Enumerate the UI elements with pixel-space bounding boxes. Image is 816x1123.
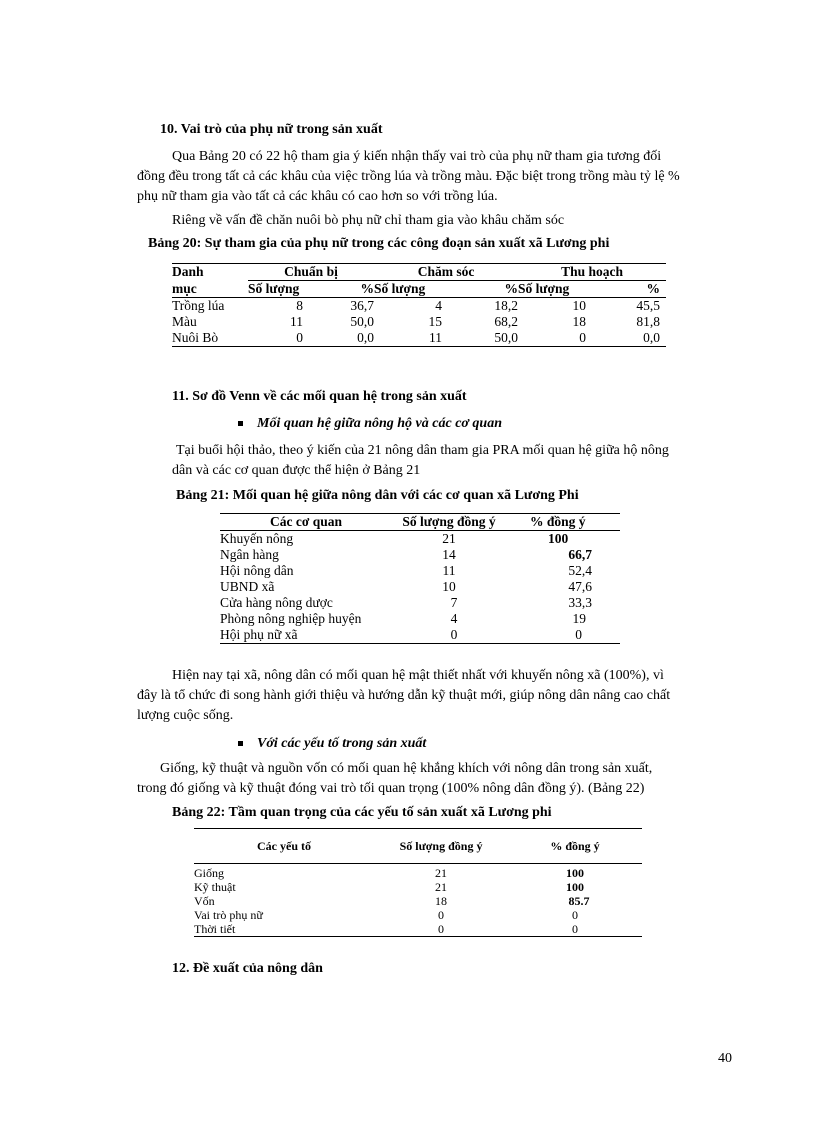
t20-cell: 11	[429, 330, 443, 345]
t21-cell: Hội phụ nữ xã	[220, 627, 298, 642]
t22-head-pct: % đồng ý	[550, 839, 600, 853]
bullet-relations-agencies	[238, 414, 502, 432]
t21-cell: Khuyến nông	[220, 531, 294, 546]
t21-cell: Hội nông dân	[220, 563, 294, 578]
t20-head-group3: Thu hoạch	[518, 264, 666, 281]
t22-cell: 21	[435, 866, 447, 880]
s10-para1-line3: phụ nữ tham gia vào tất cả các khâu có cao hơn so với trồng lúa.	[137, 189, 498, 204]
t20-head-sl3: Số lượng	[518, 281, 570, 296]
s11-para1-line2: dân và các cơ quan được thể hiện ở Bảng 21	[172, 463, 421, 478]
para-after21-line3: lượng cuộc sống.	[137, 708, 234, 723]
t20-head-sl1: Số lượng	[248, 281, 300, 296]
page-number: 40	[718, 1051, 732, 1066]
table-row	[194, 880, 642, 894]
t22-cell: 0	[572, 908, 578, 922]
table-21	[220, 513, 620, 644]
table-22	[194, 828, 642, 937]
square-bullet-icon	[238, 421, 243, 426]
t21-cell: 100	[548, 531, 569, 546]
t22-cell: 100	[566, 866, 584, 880]
t21-cell: Cửa hàng nông dược	[220, 595, 333, 610]
para-after21-line1: Hiện nay tại xã, nông dân có mối quan hệ mật thiết nhất với khuyến nông xã (100%), vì	[172, 668, 664, 683]
table-21-caption: Bảng 21: Mối quan hệ giữa nông dân với các cơ quan xã Lương Phi	[176, 488, 579, 503]
table-row	[220, 611, 620, 627]
t21-cell: 47,6	[568, 579, 592, 594]
square-bullet-icon	[238, 741, 243, 746]
section-11-heading: 11. Sơ đồ Venn về các mối quan hệ trong sản xuất	[172, 389, 467, 404]
t20-cell: 0,0	[643, 330, 661, 345]
factors-para-line2: trong đó giống và kỹ thuật đóng vai trò tối quan trọng (100% nông dân đồng ý). (Bảng 22)	[137, 781, 645, 796]
t20-cell: 11	[290, 314, 303, 329]
t20-cell: 10	[572, 298, 587, 313]
s10-para1-line1: Qua Bảng 20 có 22 hộ tham gia ý kiến nhận thấy vai trò của phụ nữ tham gia tương đối	[172, 149, 662, 164]
t20-cell: Trồng lúa	[172, 298, 225, 313]
t21-cell: 14	[442, 547, 456, 562]
table-row	[220, 627, 620, 644]
t20-cell: 0	[296, 330, 303, 345]
t22-cell: Giống	[194, 866, 224, 880]
t21-head-agency: Các cơ quan	[270, 514, 342, 529]
t21-cell: 0	[450, 627, 458, 642]
s10-para2: Riêng về vấn đề chăn nuôi bò phụ nữ chỉ tham gia vào khâu chăm sóc	[172, 213, 565, 228]
t20-cell: 0,0	[357, 330, 375, 345]
t21-head-count: Số lượng đồng ý	[402, 514, 496, 529]
table-20-caption-label: Bảng 20	[148, 236, 197, 251]
t20-cell: 8	[296, 298, 303, 313]
table-row	[194, 866, 642, 880]
t22-cell: 21	[435, 880, 447, 894]
t20-cell: 81,8	[636, 314, 661, 329]
t21-cell: Ngân hàng	[220, 547, 279, 562]
table-row	[194, 922, 642, 937]
t20-cell: 36,7	[350, 298, 375, 313]
t20-head-group1: Chuẩn bị	[248, 264, 374, 281]
t20-head-danh: Danh	[172, 264, 204, 280]
t20-cell: 4	[435, 298, 443, 313]
t22-cell: 85.7	[568, 894, 590, 908]
table-row	[220, 531, 620, 548]
t20-head-pct2: %	[504, 281, 519, 296]
t20-cell: 68,2	[494, 314, 519, 329]
t21-cell: 19	[572, 611, 586, 626]
t22-head-count: Số lượng đồng ý	[399, 839, 483, 853]
t20-head-pct3: %	[646, 281, 661, 296]
t22-cell: 0	[572, 922, 578, 936]
table-20-caption-text: : Sự tham gia của phụ nữ trong các công đoạn sản xuất xã Lương phi	[196, 236, 610, 251]
t21-cell: 11	[442, 563, 456, 578]
t20-cell: 15	[428, 314, 443, 329]
table-22-caption	[172, 805, 552, 821]
t20-cell: Nuôi Bò	[172, 330, 219, 345]
t20-cell: 0	[579, 330, 587, 345]
table-row	[220, 579, 620, 595]
t20-head-group2: Chăm sóc	[374, 264, 518, 281]
t22-cell: 0	[438, 908, 444, 922]
t21-cell: 21	[442, 531, 456, 546]
bullet1-text: Mối quan hệ giữa nông hộ và các cơ quan	[257, 416, 502, 431]
table-row	[194, 908, 642, 922]
t21-cell: 7	[450, 595, 458, 610]
section-10-heading: 10. Vai trò của phụ nữ trong sản xuất	[160, 122, 383, 137]
table-20-caption	[148, 236, 609, 252]
t20-cell: 45,5	[636, 298, 661, 313]
t21-cell: UBND xã	[220, 579, 275, 594]
t20-cell: 18	[572, 314, 587, 329]
table-row	[172, 314, 666, 330]
bullet2-text: Với các yếu tố trong sản xuất	[257, 736, 427, 751]
t20-head-muc: mục	[172, 280, 197, 296]
table-22-caption-label: Bảng 22	[172, 805, 221, 820]
t20-cell: 50,0	[350, 314, 375, 329]
t22-cell: Vai trò phụ nữ	[194, 908, 263, 922]
t20-cell: 18,2	[494, 298, 519, 313]
t20-cell: Màu	[172, 314, 197, 329]
t21-cell: 0	[575, 627, 582, 642]
t20-head-sl2: Số lượng	[374, 281, 426, 296]
t20-cell: 50,0	[494, 330, 519, 345]
table-row	[220, 595, 620, 611]
t21-head-pct: % đồng ý	[530, 514, 586, 529]
t20-head-pct1: %	[360, 281, 375, 296]
table-22-caption-text: : Tầm quan trọng của các yếu tố sản xuất xã Lương phi	[220, 805, 552, 820]
factors-para-line1: Giống, kỹ thuật và nguồn vốn có mối quan hệ khắng khích với nông dân trong sản xuất,	[160, 761, 653, 776]
table-row	[220, 547, 620, 563]
table-row	[194, 894, 642, 908]
t22-cell: 0	[438, 922, 444, 936]
t22-head-factor: Các yếu tố	[257, 839, 311, 853]
t21-cell: 52,4	[568, 563, 592, 578]
t22-cell: 18	[435, 894, 447, 908]
t21-cell: 66,7	[568, 547, 592, 562]
t22-cell: Vốn	[194, 894, 215, 908]
table-row	[220, 563, 620, 579]
table-20	[172, 263, 666, 347]
t21-cell: Phòng nông nghiệp huyện	[220, 611, 362, 626]
para-after21-line2: đây là tổ chức đi song hành giới thiệu và hướng dẫn kỹ thuật mới, giúp nông dân nâng cao chất	[137, 688, 671, 703]
t22-cell: 100	[566, 880, 584, 894]
t21-cell: 33,3	[568, 595, 592, 610]
t22-cell: Kỹ thuật	[194, 880, 236, 894]
t21-cell: 4	[450, 611, 458, 626]
table-row	[172, 330, 666, 347]
bullet-production-factors	[238, 734, 426, 752]
t21-cell: 10	[442, 579, 456, 594]
t22-cell: Thời tiết	[194, 922, 236, 936]
section-12-heading: 12. Đề xuất của nông dân	[172, 961, 323, 976]
table-row	[172, 298, 666, 315]
s11-para1-line1: Tại buổi hội thảo, theo ý kiến của 21 nông dân tham gia PRA mối quan hệ giữa hộ nông	[176, 443, 669, 458]
s10-para1-line2: đồng đều trong tất cả các khâu của việc trồng lúa và trồng màu. Đặc biệt trong trồng màu tỷ lệ %	[137, 169, 680, 184]
